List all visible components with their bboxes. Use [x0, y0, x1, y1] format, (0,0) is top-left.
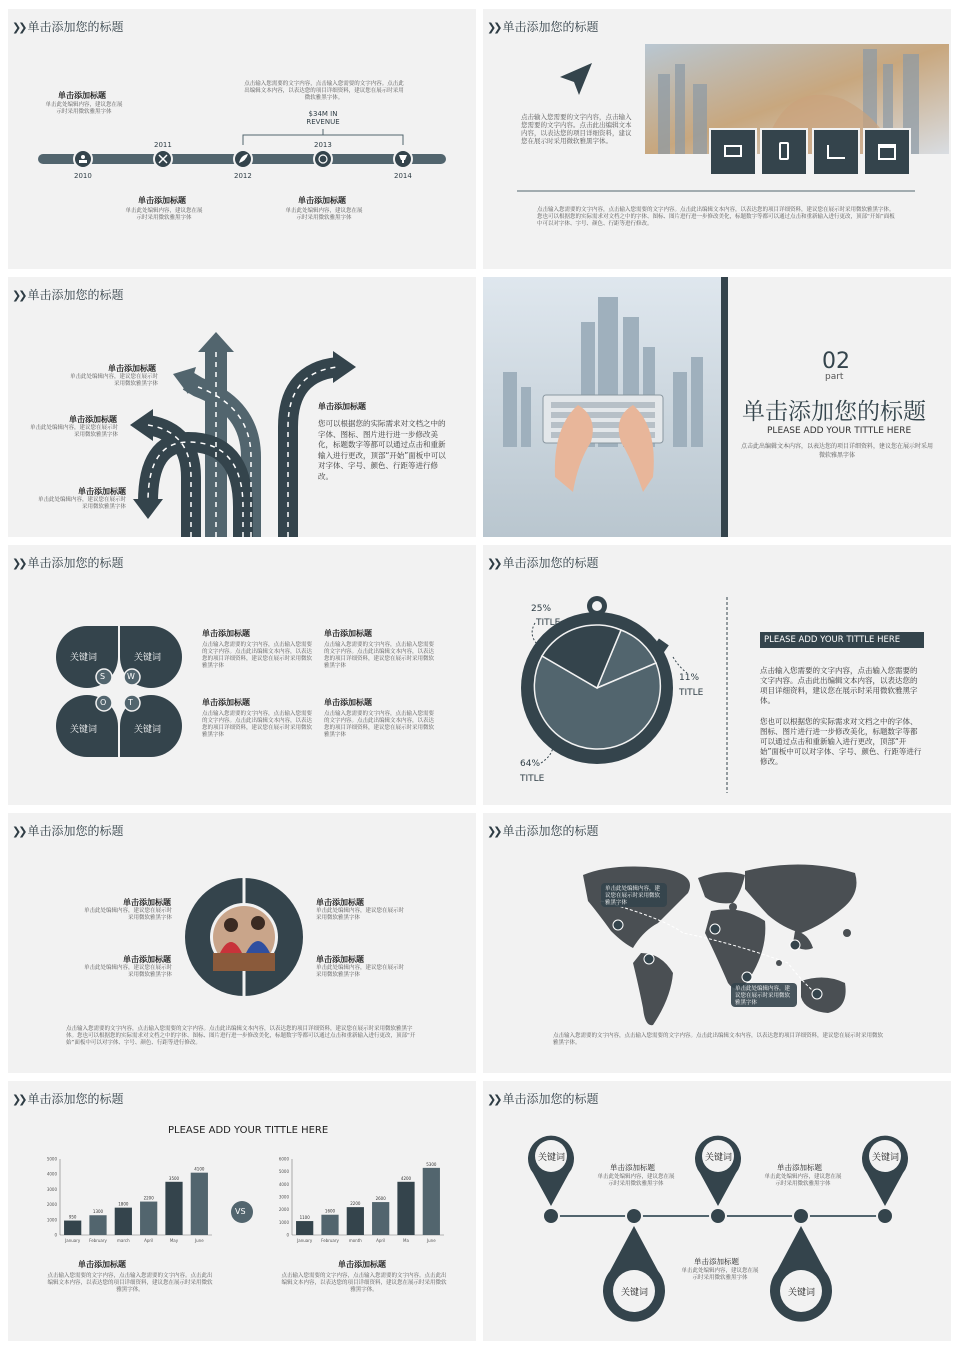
pin-keyword-4: 关键词 — [621, 1288, 649, 1298]
pct-label-2: 11% — [679, 673, 700, 683]
pct-label-3: 64% — [520, 759, 541, 769]
subhead-c: 单击添加标题 — [298, 196, 346, 205]
y-tick-label-0-1: 1000 — [46, 1217, 57, 1223]
swot-keyword-1: 关键词 — [70, 653, 98, 663]
x-tick-label-0-5: June — [194, 1238, 204, 1243]
bottom-text: 点击输入您需要的文字内容，点击输入您需要的文字内容。点击此出编辑文本内容，以表达您的项目详细资料，建议您在展示时采用微软雅黑字体。您也可以根据您的实际需求对文档之中的字体、图标、图片进行进一步修改美化，标题数字等都可以通过点击和重新输入进行更改，顶部“开始”面板中可以对字体、字号、颜色、行距等进行修改。 — [537, 207, 895, 227]
body-2: 点击输入您需要的文字内容，点击输入您需要的文字内容。点击此出编辑文本内容，以表达您的项目详细资料，建议您在展示时采用微软雅黑字体 — [324, 642, 435, 669]
phone-icon[interactable] — [779, 142, 789, 160]
x-tick-label-1-0: January — [297, 1238, 313, 1243]
slide-title: ❯❯ 单击添加您的标题 — [12, 20, 124, 34]
double-chevron-icon: ❯❯ — [487, 1093, 500, 1106]
swot-letter-s: S — [100, 672, 106, 681]
y-tick-label-0-0: 0 — [54, 1232, 57, 1238]
small-text-a: 单击此处编辑内容，建议您在展示时采用微软雅黑字体 — [45, 102, 123, 115]
y-tick-label-1-5: 5000 — [278, 1169, 289, 1175]
swot-letter-o: O — [100, 698, 107, 707]
double-chevron-icon: ❯❯ — [487, 825, 500, 838]
right-text: 您可以根据您的实际需求对文档之中的字体、图标、图片进行进一步修改美化，标题数字等都可以通过点击和重新输入进行更改，顶部“开始”面板中可以对字体、字号、颜色、行距等进行修改。 — [318, 419, 446, 481]
map-callout-2: 单击此处编辑内容，建议您在展示时采用微软雅黑字体 — [735, 986, 791, 1006]
section-part-label: part — [825, 372, 844, 382]
x-tick-label-1-5: June — [426, 1238, 436, 1243]
left-text: 点击输入您需要的文字内容，点击输入您需要的文字内容。点击此出编辑文本内容，以表达您的项目详细资料，建议您在展示时采用微软雅黑字体。 — [521, 113, 632, 145]
data-label-0-4: 3500 — [168, 1175, 180, 1181]
subhead-2: 单击添加标题 — [324, 629, 372, 638]
double-chevron-icon: ❯❯ — [12, 21, 25, 34]
double-chevron-icon: ❯❯ — [12, 289, 25, 302]
slide-roads[interactable] — [8, 277, 476, 537]
slide-title: ❯❯ 单击添加您的标题 — [12, 1092, 124, 1106]
bar-1-2 — [347, 1207, 364, 1235]
small-text-1: 单击此处编辑内容，建议您在展示时采用微软雅黑字体 — [597, 1174, 675, 1187]
slide-timeline[interactable] — [8, 9, 476, 269]
data-label-0-3: 2200 — [143, 1195, 154, 1201]
data-label-1-2: 2200 — [350, 1201, 361, 1207]
bar-1-3 — [372, 1202, 389, 1235]
x-tick-label-1-3: April — [376, 1238, 386, 1243]
subhead-left: 单击添加标题 — [78, 1260, 126, 1269]
x-tick-label-1-2: month — [348, 1238, 362, 1243]
bar-0-5 — [191, 1173, 208, 1235]
banner-title: PLEASE ADD YOUR TITTLE HERE — [764, 635, 901, 645]
y-tick-label-1-1: 1000 — [278, 1219, 289, 1225]
map-callout-1: 单击此处编辑内容，建议您在展示时采用微软雅黑字体 — [605, 886, 661, 906]
title-label-2: TITLE — [679, 688, 704, 698]
subhead-4: 单击添加标题 — [316, 955, 364, 964]
monitor-icon[interactable] — [724, 145, 742, 157]
y-tick-label-0-3: 3000 — [46, 1186, 57, 1192]
top-text: 点击输入您需要的文字内容，点击输入您需要的文字内容。点击此出编辑文本内容，以表达您的项目详细资料，建议您在展示时采用微软雅黑字体。 — [244, 81, 404, 101]
bar-0-3 — [140, 1202, 157, 1235]
title-label-3: TITLE — [520, 774, 545, 784]
bar-0-0 — [64, 1221, 81, 1235]
year-2010: 2010 — [74, 172, 92, 180]
double-chevron-icon: ❯❯ — [487, 21, 500, 34]
double-chevron-icon: ❯❯ — [12, 825, 25, 838]
small-text-3: 单击此处编辑内容，建议您在展示时采用微软雅黑字体 — [681, 1268, 759, 1281]
body-right: 点击输入您需要的文字内容，点击输入您需要的文字内容。点击此出编辑文本内容，以表达您的项目详细资料，建议您在展示时采用微软雅黑字体。 — [281, 1273, 447, 1293]
revenue-label: $34M IN REVENUE — [306, 110, 340, 126]
bar-1-5 — [423, 1168, 440, 1235]
double-chevron-icon: ❯❯ — [12, 1093, 25, 1106]
double-chevron-icon: ❯❯ — [12, 557, 25, 570]
slide-swot[interactable] — [8, 545, 476, 805]
bar-chart-icon[interactable] — [827, 145, 845, 159]
section-subtitle: PLEASE ADD YOUR TITTLE HERE — [767, 426, 912, 436]
x-tick-label-0-1: February — [89, 1238, 107, 1243]
subhead-3: 单击添加标题 — [78, 487, 126, 496]
small-text-c: 单击此处编辑内容，建议您在展示时采用微软雅黑字体 — [285, 208, 363, 221]
small-text-3: 单击此处编辑内容，建议您在展示时采用微软雅黑字体 — [37, 497, 126, 510]
x-tick-label-1-4: Ma — [403, 1238, 409, 1243]
year-2013: 2013 — [314, 141, 332, 149]
data-label-0-2: 1800 — [118, 1201, 129, 1207]
team-photo — [213, 906, 275, 968]
bottom-text: 点击输入您需要的文字内容，点击输入您需要的文字内容。点击此出编辑文本内容，以表达您的项目详细资料，建议您在展示时采用微软雅黑字体。 — [553, 1033, 884, 1046]
small-text-2: 单击此处编辑内容，建议您在展示时采用微软雅黑字体 — [29, 425, 118, 438]
pin-timeline-graphic — [483, 1081, 951, 1341]
data-label-1-1: 1600 — [324, 1208, 336, 1214]
y-tick-label-0-4: 4000 — [46, 1171, 57, 1177]
title-label-1: TITLE — [536, 618, 561, 628]
subhead-4: 单击添加标题 — [324, 698, 372, 707]
y-tick-label-1-2: 2000 — [278, 1207, 289, 1213]
x-tick-label-0-3: April — [144, 1238, 154, 1243]
swot-letter-w: W — [127, 672, 135, 681]
x-tick-label-1-1: February — [321, 1238, 339, 1243]
subhead-1: 单击添加标题 — [610, 1163, 655, 1172]
y-tick-label-0-5: 5000 — [46, 1156, 57, 1162]
subhead-right: 单击添加标题 — [338, 1260, 386, 1269]
y-tick-label-1-6: 6000 — [278, 1156, 289, 1162]
swot-keyword-2: 关键词 — [134, 653, 162, 663]
year-2011: 2011 — [154, 141, 172, 149]
data-label-0-0: 950 — [68, 1214, 77, 1220]
small-text-3: 单击此处编辑内容，建议您在展示时采用微软雅黑字体 — [316, 908, 405, 921]
small-text-2: 单击此处编辑内容，建议您在展示时采用微软雅黑字体 — [764, 1174, 842, 1187]
small-text-2: 单击此处编辑内容，建议您在展示时采用微软雅黑字体 — [83, 965, 172, 978]
bar-0-1 — [89, 1215, 106, 1235]
data-label-1-4: 4200 — [400, 1175, 412, 1181]
bar-1-1 — [321, 1215, 338, 1235]
timeline-graphic — [8, 9, 476, 269]
pct-label-1: 25% — [531, 604, 552, 614]
bar-0-4 — [165, 1182, 182, 1235]
slide-pin-timeline[interactable] — [483, 1081, 951, 1341]
swot-petals — [8, 545, 476, 805]
subhead-1: 单击添加标题 — [108, 364, 156, 373]
slide-title: ❯❯ 单击添加您的标题 — [12, 824, 124, 838]
subhead-a: 单击添加标题 — [58, 91, 106, 100]
slide-title: ❯❯ 单击添加您的标题 — [487, 20, 599, 34]
subhead-2: 单击添加标题 — [123, 955, 171, 964]
slide-circle-photo[interactable] — [8, 813, 476, 1073]
y-tick-label-1-4: 4000 — [278, 1181, 289, 1187]
subhead-b: 单击添加标题 — [138, 196, 186, 205]
data-label-0-1: 1300 — [92, 1209, 104, 1215]
subhead-3: 单击添加标题 — [316, 898, 364, 907]
subhead-1: 单击添加标题 — [202, 629, 250, 638]
section-number: 02 — [822, 349, 850, 374]
swot-keyword-4: 关键词 — [134, 725, 162, 735]
bar-0-2 — [115, 1208, 132, 1235]
vs-label: VS — [235, 1207, 246, 1216]
chart-heading: PLEASE ADD YOUR TITTLE HERE — [168, 1125, 329, 1136]
slide-photo-icons[interactable] — [483, 9, 951, 269]
subhead-2: 单击添加标题 — [777, 1163, 822, 1172]
small-text-b: 单击此处编辑内容，建议您在展示时采用微软雅黑字体 — [125, 208, 203, 221]
slide-title: ❯❯ 单击添加您的标题 — [487, 1092, 599, 1106]
x-tick-label-0-4: May — [169, 1238, 179, 1243]
slide-title: ❯❯ 单击添加您的标题 — [487, 824, 599, 838]
pin-keyword-3: 关键词 — [872, 1153, 900, 1163]
slide-bar-charts[interactable] — [8, 1081, 476, 1341]
slide-title: ❯❯ 单击添加您的标题 — [487, 556, 599, 570]
paragraph-2: 您也可以根据您的实际需求对文档之中的字体、图标、图片进行进一步修改美化，标题数字等都可以通过点击和重新输入进行更改，顶部“开始”面板中可以对字体、字号、颜色、行距等进行修改。 — [760, 717, 922, 766]
subhead-3: 单击添加标题 — [694, 1257, 739, 1266]
year-2014: 2014 — [394, 172, 412, 180]
y-tick-label-1-0: 0 — [286, 1232, 289, 1238]
body-4: 点击输入您需要的文字内容，点击输入您需要的文字内容。点击此出编辑文本内容，以表达您的项目详细资料，建议您在展示时采用微软雅黑字体 — [324, 711, 435, 738]
small-text-1: 单击此处编辑内容，建议您在展示时采用微软雅黑字体 — [69, 374, 158, 387]
swot-keyword-3: 关键词 — [70, 725, 98, 735]
y-tick-label-0-2: 2000 — [46, 1202, 57, 1208]
y-tick-label-1-3: 3000 — [278, 1194, 289, 1200]
section-desc: 点击此出编辑文本内容，以表达您的项目详细资料，建议您在展示时采用微软雅黑字体 — [741, 443, 934, 459]
calendar-icon[interactable] — [878, 144, 896, 160]
subhead-1: 单击添加标题 — [123, 898, 171, 907]
pin-keyword-2: 关键词 — [705, 1153, 733, 1163]
data-label-1-3: 2600 — [375, 1196, 386, 1202]
swot-letter-t: T — [128, 698, 133, 707]
double-chevron-icon: ❯❯ — [487, 557, 500, 570]
x-tick-label-0-2: march — [117, 1238, 130, 1243]
small-text-1: 单击此处编辑内容，建议您在展示时采用微软雅黑字体 — [83, 908, 172, 921]
small-text-4: 单击此处编辑内容，建议您在展示时采用微软雅黑字体 — [316, 965, 405, 978]
slide-title: ❯❯ 单击添加您的标题 — [12, 556, 124, 570]
slide-title: ❯❯ 单击添加您的标题 — [12, 288, 124, 302]
pin-keyword-5: 关键词 — [788, 1288, 816, 1298]
year-2012: 2012 — [234, 172, 252, 180]
bottom-text: 点击输入您需要的文字内容，点击输入您需要的文字内容。点击此出编辑文本内容，以表达您的项目详细资料，建议您在展示时采用微软雅黑字体。您也可以根据您的实际需求对文档之中的字体、图标、图片进行进一步修改美化，标题数字等都可以通过点击和重新输入进行更改，顶部“开始”面板中可以对字体、字号、颜色、行距等进行修改。 — [66, 1026, 416, 1046]
body-3: 点击输入您需要的文字内容，点击输入您需要的文字内容。点击此出编辑文本内容，以表达您的项目详细资料，建议您在展示时采用微软雅黑字体 — [202, 711, 313, 738]
subhead-2: 单击添加标题 — [69, 415, 117, 424]
bar-1-0 — [296, 1221, 313, 1235]
data-label-1-0: 1100 — [299, 1215, 310, 1221]
pin-keyword-1: 关键词 — [538, 1153, 566, 1163]
subhead-3: 单击添加标题 — [202, 698, 250, 707]
paragraph-1: 点击输入您需要的文字内容，点击输入您需要的文字内容。点击此出编辑文本内容，以表达您的项目详细资料，建议您在展示时采用微软雅黑字体。 — [760, 666, 918, 705]
slide-section-02[interactable] — [483, 277, 951, 537]
bar-1-4 — [397, 1182, 414, 1235]
body-left: 点击输入您需要的文字内容，点击输入您需要的文字内容。点击此出编辑文本内容，以表达您的项目详细资料，建议您在展示时采用微软雅黑字体。 — [47, 1273, 213, 1293]
slide-world-map[interactable] — [483, 813, 951, 1073]
x-tick-label-0-0: January — [65, 1238, 81, 1243]
data-label-1-5: 5300 — [426, 1161, 437, 1167]
body-1: 点击输入您需要的文字内容，点击输入您需要的文字内容。点击此出编辑文本内容，以表达您的项目详细资料，建议您在展示时采用微软雅黑字体 — [202, 642, 313, 669]
slide-stopwatch[interactable] — [483, 545, 951, 805]
section-title: 单击添加您的标题 — [742, 399, 926, 425]
data-label-0-5: 4100 — [194, 1166, 205, 1172]
right-title: 单击添加标题 — [318, 402, 366, 411]
